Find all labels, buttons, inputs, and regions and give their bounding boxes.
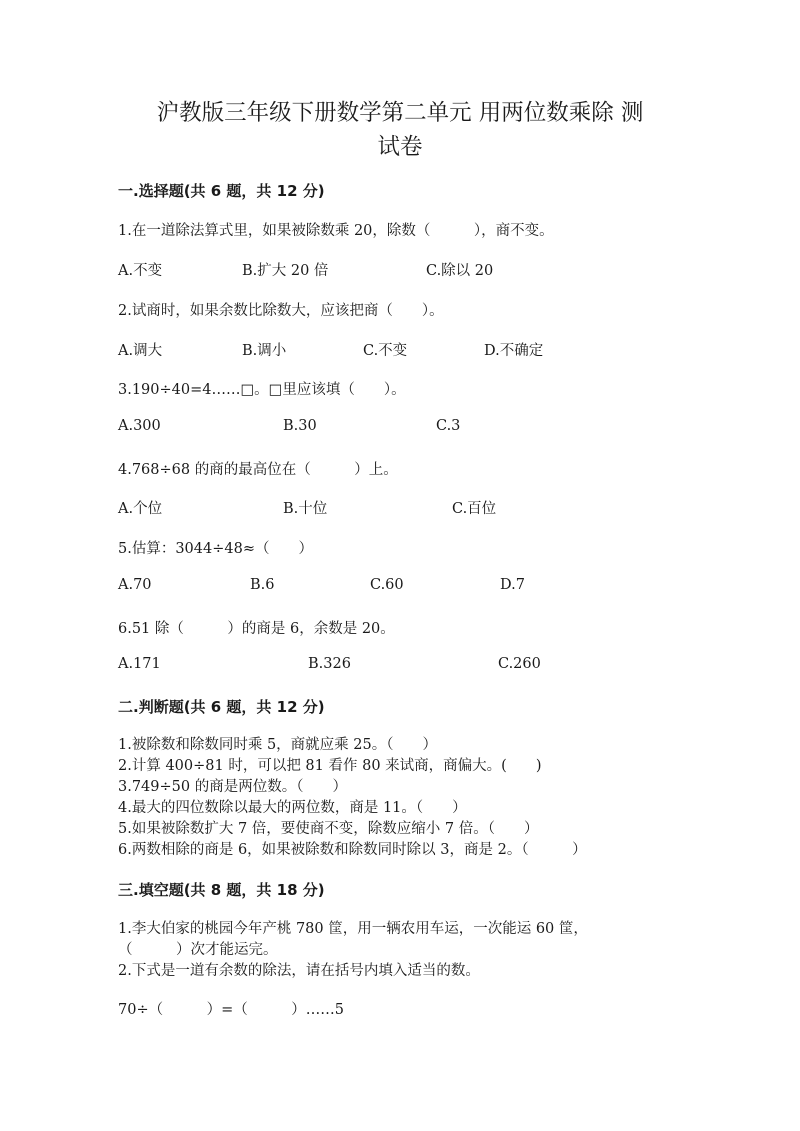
section-heading-choice: 一.选择题(共 6 题，共 12 分) — [118, 182, 325, 200]
judge-question-3: 3.749÷50 的商是两位数。（ ） — [118, 779, 347, 795]
choice-3-option-c: C.3 — [436, 418, 461, 434]
choice-5-option-b: B.6 — [250, 577, 275, 593]
choice-4-option-c: C.百位 — [452, 501, 497, 517]
choice-5-option-c: C.60 — [370, 577, 404, 593]
choice-question-2: 2.试商时，如果余数比除数大，应该把商（ ）。 — [118, 303, 444, 319]
judge-question-5: 5.如果被除数扩大 7 倍，要使商不变，除数应缩小 7 倍。（ ） — [118, 821, 539, 837]
choice-3-option-a: A.300 — [118, 418, 161, 434]
choice-2-option-d: D.不确定 — [484, 343, 544, 359]
choice-4-option-a: A.个位 — [118, 501, 163, 517]
choice-3-option-b: B.30 — [283, 418, 317, 434]
title-line-2: 试卷 — [377, 134, 423, 160]
choice-6-option-b: B.326 — [308, 656, 351, 672]
choice-2-option-c: C.不变 — [363, 343, 408, 359]
choice-5-option-d: D.7 — [500, 577, 525, 593]
choice-1-option-a: A.不变 — [118, 263, 163, 279]
title-line-1: 沪教版三年级下册数学第二单元 用两位数乘除 测 — [156, 100, 644, 126]
choice-2-option-a: A.调大 — [118, 343, 163, 359]
choice-question-4: 4.768÷68 的商的最高位在（ ）上。 — [118, 462, 398, 478]
choice-2-option-b: B.调小 — [242, 343, 287, 359]
fill-question-1-line-1: 1.李大伯家的桃园今年产桃 780 筐，用一辆农用车运，一次能运 60 筐， — [118, 921, 588, 937]
choice-1-option-b: B.扩大 20 倍 — [242, 263, 329, 279]
section-heading-fill: 三.填空题(共 8 题，共 18 分) — [118, 881, 325, 899]
choice-6-option-c: C.260 — [498, 656, 541, 672]
section-heading-judge: 二.判断题(共 6 题，共 12 分) — [118, 698, 325, 716]
choice-5-option-a: A.70 — [118, 577, 152, 593]
choice-6-option-a: A.171 — [118, 656, 161, 672]
choice-question-3: 3.190÷40=4……□。□里应该填（ ）。 — [118, 382, 406, 398]
fill-question-1-line-2: （ ）次才能运完。 — [118, 942, 278, 958]
choice-question-1: 1.在一道除法算式里，如果被除数乘 20，除数（ ），商不变。 — [118, 223, 554, 239]
choice-question-6: 6.51 除（ ）的商是 6，余数是 20。 — [118, 621, 395, 637]
choice-1-option-c: C.除以 20 — [426, 263, 494, 279]
fill-question-2-formula: 70÷（ ）=（ ）……5 — [118, 1002, 344, 1018]
page-title — [120, 96, 680, 164]
judge-question-1: 1.被除数和除数同时乘 5，商就应乘 25。（ ） — [118, 737, 437, 753]
choice-question-5: 5.估算：3044÷48≈（ ） — [118, 541, 313, 557]
fill-question-2: 2.下式是一道有余数的除法，请在括号内填入适当的数。 — [118, 963, 480, 979]
choice-4-option-b: B.十位 — [283, 501, 328, 517]
judge-question-4: 4.最大的四位数除以最大的两位数，商是 11。（ ） — [118, 800, 467, 816]
judge-question-6: 6.两数相除的商是 6，如果被除数和除数同时除以 3，商是 2。（ ） — [118, 842, 587, 858]
judge-question-2: 2.计算 400÷81 时，可以把 81 看作 80 来试商，商偏大。( ) — [118, 758, 542, 774]
